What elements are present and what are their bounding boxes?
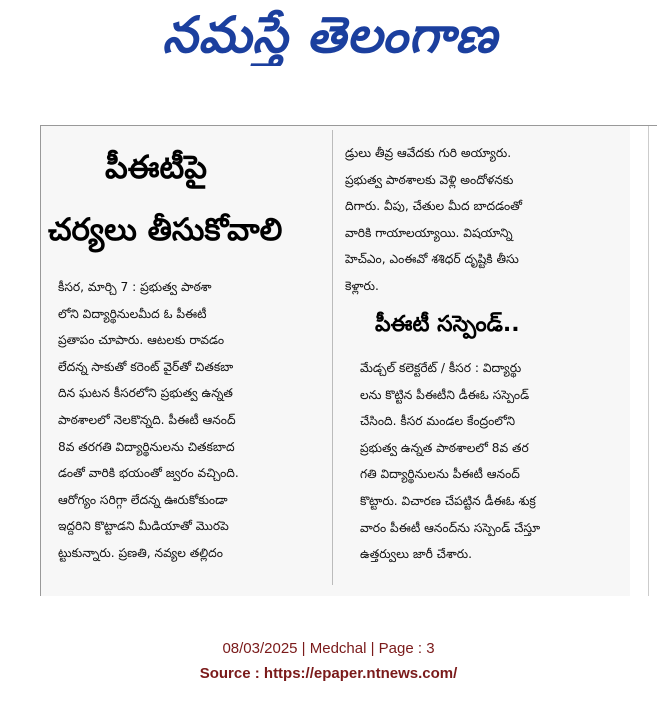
text-line: ప్రభుత్వ ఉన్నత పాఠశాలలో 8వ తర (360, 440, 529, 455)
text-line: వారికి గాయాలయ్యాయి. విషయాన్ని (345, 225, 513, 240)
headline-line-2: చర్యలు తీసుకోవాలి (48, 212, 283, 248)
text-line: హెచ్ఎం, ఎంఈవో శశిధర్ దృష్టికి తీసు (345, 252, 519, 267)
article-right-column-bottom (360, 355, 616, 568)
masthead (0, 0, 657, 72)
text-line: డ్రులు తీవ్ర ఆవేదకు గురి అయ్యారు. (345, 146, 512, 160)
article-right-column-top (345, 140, 613, 300)
newspaper-logo: నమస్తే తెలంగాణ (162, 5, 498, 64)
text-line: దిగారు. వీపు, చేతుల మీద బాదడంతో (345, 199, 523, 214)
text-line: ఉత్తర్వులు జారీ చేశారు. (360, 547, 473, 562)
text-line: మేడ్చల్ కలెక్టరేట్ / కీసర : విద్యార్థు (360, 361, 522, 375)
text-line: లేదన్న సాకుతో కరెంట్ వైర్‌తో చితకబా (58, 359, 234, 374)
article-left-column (58, 274, 318, 567)
text-line: దిన ఘటన కీసరలోని ప్రభుత్వ ఉన్నత (58, 386, 233, 401)
text-line: పాఠశాలలో నెలకొన్నది. పీఈటీ ఆనంద్ (58, 412, 236, 427)
text-line: 8వ తరగతి విద్యార్థినులను చితకబాద (58, 439, 235, 454)
text-line: లను కొట్టిన పీఈటీని డీఈఓ సస్పెండ్ (360, 387, 530, 402)
headline-line-1: పీఈటీపై (105, 148, 208, 186)
column-divider (332, 130, 333, 585)
text-line: ట్టుకున్నారు. ప్రణతి, నవ్యల తల్లిదం (58, 545, 223, 560)
subheading: పీఈటీ సస్పెండ్.. (375, 312, 520, 337)
text-line: కొట్టారు. విచారణ చేపట్టిన డీఈఓ శుక్ర (360, 493, 536, 508)
text-line: కెళ్లారు. (345, 278, 379, 293)
text-line: గతి విద్యార్థినులను పీఈటీ ఆనంద్ (360, 467, 520, 482)
text-line: ప్రతాపం చూపారు. ఆటలకు రావడం (58, 333, 225, 348)
footer-source-line: Source : https://epaper.ntnews.com/ (199, 665, 458, 682)
text-line: కీసర, మార్చి 7 : ప్రభుత్వ పాఠశా (58, 280, 212, 294)
text-line: వారం పీఈటీ ఆనంద్‌ను సస్పెండ్ చేస్తూ (360, 520, 541, 535)
text-line: ఆరోగ్యం సరిగ్గా లేదన్న ఊరుకోకుండా (58, 492, 228, 507)
text-line: ప్రభుత్వ పాఠశాలకు వెళ్లి అందోళనకు (345, 172, 514, 187)
text-line: చేసింది. కీసర మండల కేంద్రంలోని (360, 414, 516, 429)
text-line: డంతో వారికి భయంతో జ్వరం వచ్చింది. (58, 466, 239, 481)
clipping-right-edge (648, 126, 649, 596)
text-line: లోని విద్యార్థినులమీద ఓ పీఈటీ (58, 306, 207, 321)
text-line: ఇద్దరిని కొట్టాడని మీడియాతో మొరపె (58, 519, 229, 534)
footer-date-line: 08/03/2025 | Medchal | Page : 3 (222, 640, 435, 657)
